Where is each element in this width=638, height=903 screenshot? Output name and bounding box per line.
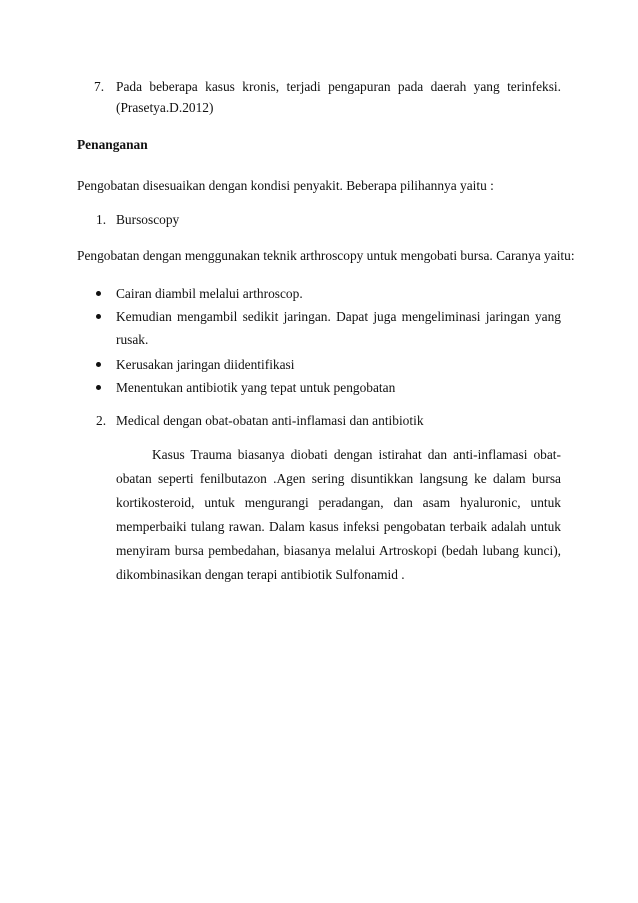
option2-label: Medical dengan obat-obatan anti-inflamasi dan antibiotik	[116, 413, 424, 428]
option1-description: Pengobatan dengan menggunakan teknik arthroscopy untuk mengobati bursa. Caranya yaitu:	[77, 248, 575, 263]
option1-label: Bursoscopy	[116, 212, 180, 227]
paragraph-line-1: Kasus Trauma biasanya diobati dengan istirahat dan anti-inflamasi obat-	[152, 447, 561, 462]
list-number-2: 2.	[96, 413, 107, 428]
bullet-item-2-line2: rusak.	[116, 332, 149, 347]
bullet-icon	[96, 314, 101, 319]
paragraph-line-3: kortikosteroid, untuk mengurangi peradangan, dan asam hyaluronic, untuk	[116, 495, 561, 510]
paragraph-line-4: memperbaiki tulang rawan. Dalam kasus infeksi pengobatan terbaik adalah untuk	[116, 519, 561, 534]
bullet-item-3: Kerusakan jaringan diidentifikasi	[116, 357, 295, 372]
list-number-7: 7.	[94, 79, 105, 94]
list-number-1: 1.	[96, 212, 107, 227]
bullet-item-1: Cairan diambil melalui arthroscop.	[116, 286, 303, 301]
item7-citation: (Prasetya.D.2012)	[116, 100, 214, 115]
paragraph-line-6: dikombinasikan dengan terapi antibiotik Sulfonamid .	[116, 567, 405, 582]
intro-paragraph: Pengobatan disesuaikan dengan kondisi penyakit. Beberapa pilihannya yaitu :	[77, 178, 494, 193]
bullet-icon	[96, 362, 101, 367]
bullet-icon	[96, 385, 101, 390]
section-heading: Penanganan	[77, 137, 148, 152]
bullet-item-2-line1: Kemudian mengambil sedikit jaringan. Dapat juga mengeliminasi jaringan yang	[116, 309, 561, 324]
bullet-icon	[96, 291, 101, 296]
bullet-item-4: Menentukan antibiotik yang tepat untuk pengobatan	[116, 380, 396, 395]
paragraph-line-5: menyiram bursa pembedahan, biasanya melalui Artroskopi (bedah lubang kunci),	[116, 543, 561, 558]
item7-text-line1: Pada beberapa kasus kronis, terjadi pengapuran pada daerah yang terinfeksi.	[116, 79, 561, 94]
paragraph-line-2: obatan seperti fenilbutazon .Agen sering disuntikkan langsung ke dalam bursa	[116, 471, 561, 486]
